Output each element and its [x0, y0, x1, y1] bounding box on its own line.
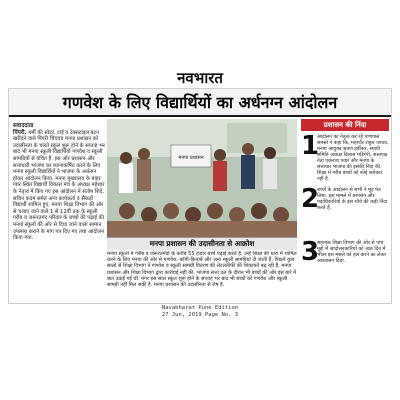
newspaper-clipping	[8, 88, 392, 304]
point-item	[301, 237, 389, 290]
point-item	[301, 184, 389, 237]
edition-name: Navabharat Pune Edition	[161, 305, 239, 311]
protest-photo-illustration	[107, 119, 297, 237]
left-body: गर्मी की स्वेटर, टाई व टेक्सटाइल बटन खरीदने वाले पिंपरी चिंचवड मनपा प्रशासन को उदासीनता के चलते स्कूल शुरू होने के सप्ताह भर बाद भी मनपा स्कूली विद्यार्थियों गणवेश व स्कूली सामग्रियों से वंचित हैं. इस ओर प्रशासन और सत्ताधारी भाजपा का ध्यानाकर्षित करने के लिए मनपा स्कूली विद्यार्थियों ने भाजपा के अर्धनग्न होकर आंदोलन किया. मनपा मुख्यालय के बाहर ग्वार स्थित विद्यार्थी विकास मंच के अध्यक्ष महेश्वर के नेतृत्व में किए गए इस आंदोलन में संतोष शिंदे, सचिन कदम समेत अन्य कार्यकर्ता व सैकड़ों विद्यार्थी शामिल हुए. मनपा शिक्षा विभाग की ओर से चलाए जाने वाले 1 से 12वीं तक के स्कूली गरीब व जरूरतमंद परिवार के बच्चों की पढ़ाई की मनपा स्कूलों की ओर से दिया जाने वाला सामान उपलब्ध कराने के मांग पत्र दिए गए तथा आंदोलन किया गया.	[13, 129, 105, 242]
photo-caption: मनपा प्रशासन की उदासीनता से आक्रोश	[107, 237, 297, 250]
point-number: 2	[301, 184, 320, 214]
point-number: 3	[301, 237, 320, 267]
point-number: 1	[301, 131, 320, 161]
dateline: संवाददाता	[13, 123, 34, 129]
edition-info	[0, 305, 400, 319]
point-text: बच्चों के आंदोलन से सभी ने मुंह फेर लिया. इस मामले में प्रशासन और पदाधिकारियों के इस रवैये की कड़ी निंदा करते हैं.	[317, 187, 388, 211]
point-text: सहायक शिक्षा विभाग की ओर से पांच मुद्दों में आंदोलनकारियों को आठ दिन में भीतर इस मसले को हल करने का लेकर आश्वासन दिया.	[317, 240, 387, 264]
point-item	[301, 131, 389, 184]
city-name: पिंपरी.	[13, 129, 27, 136]
placard-text: मनपा प्रशासन	[178, 155, 204, 161]
bottom-body-text: मनपा स्कूलों में गरीब व जरूरतमंदों के करीब 55 हजार बच्चे पढ़ाई करते हैं. उन्हें शिक्षा की धारा में शामिल करने के लिए मनपा की ओर से गणवेश, कॉपी-किताबें और अन्य स्कूली सामग्रियां दी जाती हैं. पिछले कुछ सालों से शिक्षा विभाग ने गणवेश व स्कूली सामग्री वितरण की लेटलतीफी की शिकायतें बढ़ रही हैं. मनपा प्रशासन और शिक्षा विभाग द्वारा कार्रवाई नहीं की. भाजपा सत्ता दल के दौरान भी बच्चों की ओर इस बारे में बात उठाई गई थी. मगर इस साल स्कूल शुरू होने के सप्ताह भर बाद भी बच्चों को गणवेश और स्कूली सामग्री नहीं मिल सकी है. मनपा प्रशासन की उदासीनता से रोष है.	[107, 251, 297, 289]
protest-photo	[107, 119, 297, 237]
left-column-text	[13, 123, 105, 301]
headline-bar	[9, 89, 391, 117]
right-column-title: प्रशासन की निंदा	[301, 119, 389, 131]
edition-date-page: 27 Jun, 2019 Page No. 3	[161, 312, 239, 318]
newspaper-masthead: नवभारत	[177, 69, 223, 87]
right-column	[301, 119, 389, 301]
article-headline: गणवेश के लिए विद्यार्थियों का अर्धनग्न आंदोलन	[62, 93, 338, 112]
point-text: आंदोलन का नेतृत्व कर रहे पाणपाल समस्ते ने कहा कि, महापौर राहुल जाधव, मनपा आयुक्त श्रवण हर्डीकर, स्थायी समिति अध्यक्ष विलास मडिगेरी, सत्तापक्ष नेता एकनाथ पवार और मनपा के सत्ताधार भाजपा की इसकी निंदा की. शिक्षा में गरीब बच्चों को कोई सरोकार नहीं है.	[317, 134, 389, 182]
